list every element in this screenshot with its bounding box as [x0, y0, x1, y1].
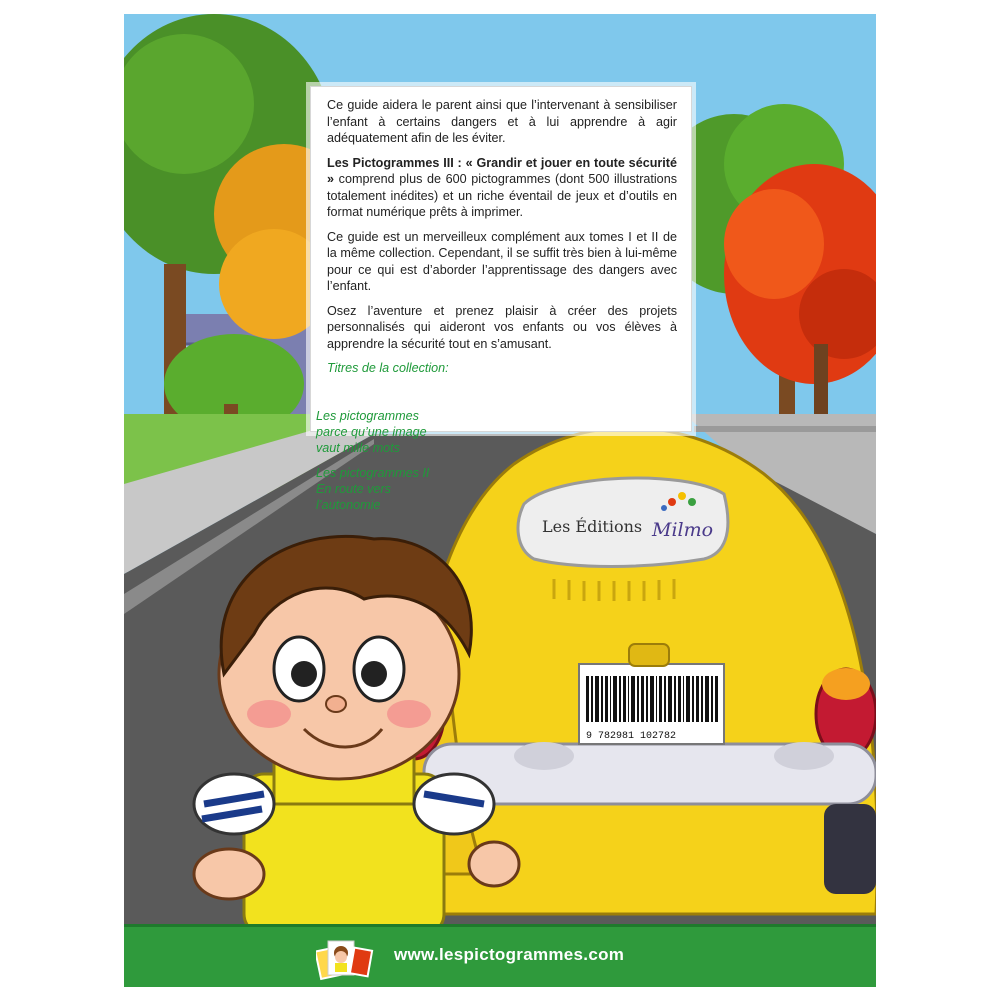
- title-1-line-1: Les pictogrammes: [316, 409, 419, 423]
- paragraph-4: Osez l’aventure et prenez plaisir à créer des projets personnalisés qui aideront vos enfants ou vos élèves à apprendre la sécurité tout en s’amusant.: [327, 303, 677, 351]
- publisher-plate-text: Les Éditions: [542, 517, 643, 536]
- car-labels: [124, 14, 876, 924]
- publisher-brand: Milmo: [652, 519, 714, 541]
- title-2-line-1: Les pictogrammes II: [316, 466, 430, 480]
- footer-bar: [124, 924, 876, 987]
- website-link[interactable]: www.lespictogrammes.com: [394, 945, 625, 964]
- pictogram-cards-icon: [316, 935, 374, 981]
- paragraph-2-bold: Les Pictogrammes III : « Grandir et jouer en toute sécurité »: [327, 155, 677, 186]
- paragraph-2-rest: comprend plus de 600 pictogrammes (dont 500 illustrations totalement inédites) et un riche éventail de jeux et d’outils en format numérique prêts à imprimer.: [327, 172, 677, 219]
- title-2-line-2: En route vers: [316, 482, 391, 496]
- paragraph-1: Ce guide aidera le parent ainsi que l’intervenant à sensibiliser l’enfant à certains dangers et à lui apprendre à agir adéquatement afin de les éviter.: [327, 98, 677, 145]
- barcode-number: 9 782981 102782: [586, 731, 677, 742]
- publisher-logo-icon: [661, 492, 696, 511]
- title-2-line-3: l’autonomie: [316, 498, 381, 512]
- title-1-line-3: vaut mille mots: [316, 441, 400, 455]
- book-back-cover: [124, 14, 876, 987]
- title-1-line-2: parce qu’une image: [316, 425, 427, 439]
- paragraph-3: Ce guide est un merveilleux complément aux tomes I et II de la même collection. Cependant, il se suffit très bien à lui-même pour ce qui est d’aborder l’apprentissage des dangers avec l’enfant.: [327, 229, 677, 293]
- titles-heading: Titres de la collection:: [327, 361, 449, 375]
